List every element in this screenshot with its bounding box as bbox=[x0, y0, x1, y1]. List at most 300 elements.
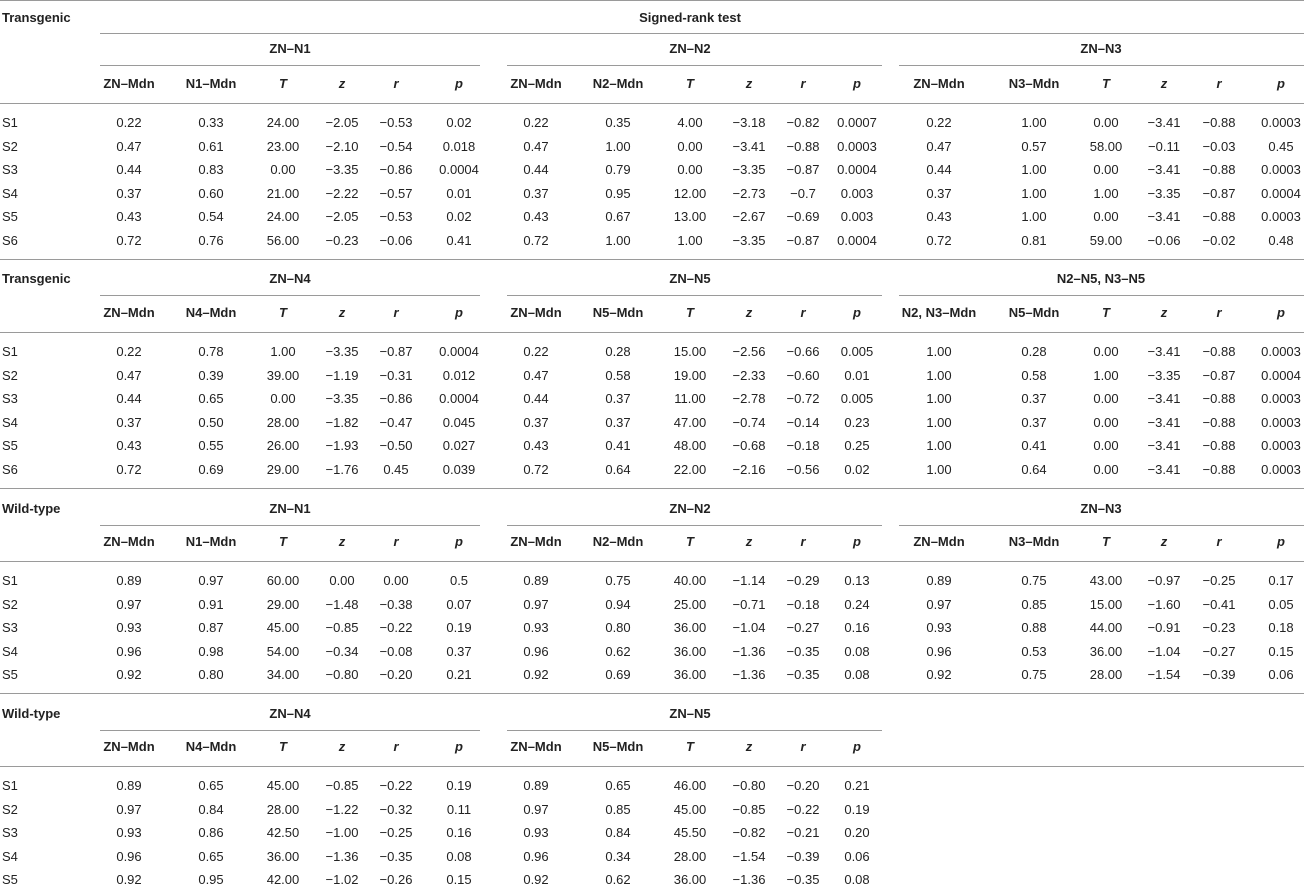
table-cell: 0.89 bbox=[116, 573, 142, 588]
table-cell: 28.00 bbox=[673, 849, 707, 864]
column-header: ZN–Mdn bbox=[913, 534, 965, 549]
column-header: ZN–Mdn bbox=[510, 739, 562, 754]
row-label: S1 bbox=[2, 778, 18, 793]
table-cell: −2.05 bbox=[325, 115, 359, 130]
table-cell: −0.25 bbox=[1202, 573, 1236, 588]
table-cell: 24.00 bbox=[266, 209, 300, 224]
column-header: ZN–Mdn bbox=[510, 534, 562, 549]
table-cell: −3.35 bbox=[732, 162, 766, 177]
table-cell: 0.95 bbox=[605, 186, 631, 201]
table-cell: −0.53 bbox=[379, 209, 413, 224]
table-cell: −2.33 bbox=[732, 368, 766, 383]
table-cell: −2.67 bbox=[732, 209, 766, 224]
table-cell: 0.97 bbox=[198, 573, 224, 588]
table-cell: −0.60 bbox=[786, 368, 820, 383]
table-cell: −0.69 bbox=[786, 209, 820, 224]
header-rule bbox=[0, 103, 1304, 104]
column-header: N4–Mdn bbox=[185, 305, 237, 320]
table-cell: 0.47 bbox=[116, 139, 142, 154]
column-header: T bbox=[279, 739, 287, 754]
table-cell: 0.65 bbox=[198, 391, 224, 406]
table-cell: 0.00 bbox=[1093, 438, 1119, 453]
table-cell: 0.96 bbox=[926, 644, 952, 659]
table-cell: −0.20 bbox=[786, 778, 820, 793]
table-cell: 0.75 bbox=[1021, 667, 1047, 682]
table-cell: −3.41 bbox=[1147, 209, 1181, 224]
table-cell: 0.44 bbox=[523, 391, 549, 406]
table-cell: −0.32 bbox=[379, 802, 413, 817]
table-cell: 0.00 bbox=[270, 162, 296, 177]
table-cell: −3.41 bbox=[1147, 391, 1181, 406]
table-cell: 34.00 bbox=[266, 667, 300, 682]
table-cell: −0.88 bbox=[1202, 344, 1236, 359]
table-cell: 36.00 bbox=[673, 644, 707, 659]
table-cell: 0.89 bbox=[523, 573, 549, 588]
table-cell: 0.76 bbox=[198, 233, 224, 248]
table-cell: 0.84 bbox=[198, 802, 224, 817]
table-cell: 0.37 bbox=[605, 415, 631, 430]
column-header: p bbox=[455, 76, 463, 91]
table-cell: 0.34 bbox=[605, 849, 631, 864]
table-cell: 0.16 bbox=[446, 825, 472, 840]
table-cell: −0.88 bbox=[1202, 162, 1236, 177]
table-cell: −1.48 bbox=[325, 597, 359, 612]
table-cell: 0.37 bbox=[1021, 391, 1047, 406]
group-title: ZN–N1 bbox=[269, 501, 311, 516]
table-cell: −0.88 bbox=[1202, 209, 1236, 224]
column-header: z bbox=[745, 534, 753, 549]
section-divider bbox=[0, 0, 1304, 1]
table-cell: −0.80 bbox=[325, 667, 359, 682]
table-cell: 0.43 bbox=[523, 209, 549, 224]
table-cell: −0.21 bbox=[786, 825, 820, 840]
table-cell: 28.00 bbox=[266, 802, 300, 817]
column-header: z bbox=[745, 76, 753, 91]
table-cell: 0.08 bbox=[844, 872, 870, 887]
table-cell: 44.00 bbox=[1089, 620, 1123, 635]
table-cell: 0.20 bbox=[844, 825, 870, 840]
table-cell: 21.00 bbox=[266, 186, 300, 201]
table-cell: 0.47 bbox=[523, 139, 549, 154]
group-underline bbox=[100, 65, 480, 66]
row-label: S4 bbox=[2, 415, 18, 430]
table-cell: 40.00 bbox=[673, 573, 707, 588]
table-cell: −2.05 bbox=[325, 209, 359, 224]
column-header: N2–Mdn bbox=[592, 534, 644, 549]
table-cell: −0.26 bbox=[379, 872, 413, 887]
table-cell: 0.93 bbox=[116, 825, 142, 840]
table-cell: 0.62 bbox=[605, 872, 631, 887]
table-cell: 42.00 bbox=[266, 872, 300, 887]
column-header: z bbox=[338, 76, 346, 91]
table-title: Signed-rank test bbox=[639, 10, 741, 25]
table-cell: 42.50 bbox=[266, 825, 300, 840]
section-label: Transgenic bbox=[2, 10, 71, 25]
column-header: z bbox=[338, 739, 346, 754]
table-cell: −1.19 bbox=[325, 368, 359, 383]
table-cell: −1.76 bbox=[325, 462, 359, 477]
table-cell: 0.55 bbox=[198, 438, 224, 453]
table-cell: −0.18 bbox=[786, 597, 820, 612]
column-header: r bbox=[1216, 76, 1222, 91]
table-cell: −0.72 bbox=[786, 391, 820, 406]
table-cell: 0.85 bbox=[1021, 597, 1047, 612]
table-cell: −0.18 bbox=[786, 438, 820, 453]
section-label: Transgenic bbox=[2, 271, 71, 286]
table-cell: 1.00 bbox=[1093, 186, 1119, 201]
table-cell: −0.35 bbox=[786, 667, 820, 682]
column-header: r bbox=[800, 534, 806, 549]
table-cell: −1.02 bbox=[325, 872, 359, 887]
table-cell: 0.97 bbox=[523, 802, 549, 817]
table-cell: 0.0003 bbox=[1261, 438, 1301, 453]
table-cell: −1.00 bbox=[325, 825, 359, 840]
table-cell: 0.93 bbox=[523, 620, 549, 635]
table-cell: 0.97 bbox=[116, 597, 142, 612]
table-cell: 59.00 bbox=[1089, 233, 1123, 248]
section-divider bbox=[0, 488, 1304, 489]
column-header: T bbox=[1102, 534, 1110, 549]
table-cell: −0.57 bbox=[379, 186, 413, 201]
table-cell: 0.05 bbox=[1268, 597, 1294, 612]
table-cell: −0.88 bbox=[1202, 438, 1236, 453]
column-header: r bbox=[393, 76, 399, 91]
table-cell: 0.0004 bbox=[439, 162, 479, 177]
table-cell: 0.94 bbox=[605, 597, 631, 612]
table-cell: 24.00 bbox=[266, 115, 300, 130]
table-cell: 0.0003 bbox=[1261, 162, 1301, 177]
table-cell: 0.65 bbox=[198, 849, 224, 864]
table-cell: 0.97 bbox=[926, 597, 952, 612]
table-cell: 36.00 bbox=[673, 872, 707, 887]
table-cell: 0.33 bbox=[198, 115, 224, 130]
table-cell: −0.85 bbox=[325, 778, 359, 793]
column-header: p bbox=[1277, 76, 1285, 91]
column-header: T bbox=[686, 534, 694, 549]
table-cell: −0.14 bbox=[786, 415, 820, 430]
column-header: T bbox=[686, 305, 694, 320]
table-cell: −3.41 bbox=[1147, 344, 1181, 359]
header-rule bbox=[0, 561, 1304, 562]
table-cell: 0.80 bbox=[605, 620, 631, 635]
table-cell: 0.005 bbox=[840, 344, 874, 359]
header-rule bbox=[0, 766, 1304, 767]
table-cell: 0.69 bbox=[605, 667, 631, 682]
table-cell: 0.25 bbox=[844, 438, 870, 453]
table-cell: 0.43 bbox=[116, 209, 142, 224]
group-title: ZN–N2 bbox=[669, 501, 711, 516]
column-header: p bbox=[455, 305, 463, 320]
section-divider bbox=[0, 259, 1304, 260]
table-cell: 0.97 bbox=[523, 597, 549, 612]
table-cell: 0.65 bbox=[605, 778, 631, 793]
table-cell: −1.60 bbox=[1147, 597, 1181, 612]
table-cell: 28.00 bbox=[266, 415, 300, 430]
table-cell: −1.54 bbox=[732, 849, 766, 864]
table-cell: 0.44 bbox=[926, 162, 952, 177]
table-cell: 1.00 bbox=[926, 391, 952, 406]
table-cell: 0.92 bbox=[926, 667, 952, 682]
table-cell: 0.39 bbox=[198, 368, 224, 383]
table-cell: 0.37 bbox=[116, 415, 142, 430]
group-title: ZN–N5 bbox=[669, 706, 711, 721]
column-header: z bbox=[1160, 305, 1168, 320]
column-header: N3–Mdn bbox=[1008, 76, 1060, 91]
table-cell: 0.0004 bbox=[439, 391, 479, 406]
column-header: T bbox=[279, 76, 287, 91]
table-cell: 0.0004 bbox=[1261, 368, 1301, 383]
table-cell: 0.13 bbox=[844, 573, 870, 588]
table-cell: 0.93 bbox=[523, 825, 549, 840]
column-header: p bbox=[853, 534, 861, 549]
table-cell: −0.86 bbox=[379, 391, 413, 406]
table-cell: 0.78 bbox=[198, 344, 224, 359]
table-cell: −0.82 bbox=[786, 115, 820, 130]
table-cell: 0.83 bbox=[198, 162, 224, 177]
table-cell: −0.88 bbox=[1202, 115, 1236, 130]
table-cell: −0.88 bbox=[786, 139, 820, 154]
table-cell: 0.23 bbox=[844, 415, 870, 430]
column-header: N5–Mdn bbox=[592, 305, 644, 320]
table-cell: 0.00 bbox=[1093, 344, 1119, 359]
table-cell: 0.89 bbox=[926, 573, 952, 588]
table-cell: −0.66 bbox=[786, 344, 820, 359]
table-cell: −3.41 bbox=[1147, 162, 1181, 177]
table-cell: 36.00 bbox=[673, 620, 707, 635]
table-cell: 0.44 bbox=[116, 162, 142, 177]
table-cell: 0.005 bbox=[840, 391, 874, 406]
section-divider bbox=[0, 693, 1304, 694]
group-title: ZN–N4 bbox=[269, 271, 311, 286]
table-cell: 0.07 bbox=[446, 597, 472, 612]
group-underline bbox=[100, 525, 480, 526]
table-cell: 36.00 bbox=[1089, 644, 1123, 659]
table-cell: 0.72 bbox=[523, 233, 549, 248]
table-cell: 0.5 bbox=[449, 573, 469, 588]
column-header: ZN–Mdn bbox=[103, 739, 155, 754]
table-cell: 0.72 bbox=[116, 462, 142, 477]
column-header: r bbox=[393, 739, 399, 754]
group-title: ZN–N4 bbox=[269, 706, 311, 721]
table-cell: −0.87 bbox=[786, 162, 820, 177]
table-cell: 1.00 bbox=[926, 344, 952, 359]
table-cell: 0.0003 bbox=[1261, 344, 1301, 359]
table-cell: 0.79 bbox=[605, 162, 631, 177]
column-header: T bbox=[279, 534, 287, 549]
table-cell: 1.00 bbox=[926, 368, 952, 383]
table-cell: 0.00 bbox=[1093, 162, 1119, 177]
table-cell: 0.89 bbox=[523, 778, 549, 793]
column-header: N2–Mdn bbox=[592, 76, 644, 91]
table-cell: 1.00 bbox=[1021, 186, 1047, 201]
table-cell: 0.96 bbox=[523, 644, 549, 659]
table-cell: 19.00 bbox=[673, 368, 707, 383]
table-cell: −0.82 bbox=[732, 825, 766, 840]
table-cell: −3.35 bbox=[1147, 186, 1181, 201]
table-cell: −0.11 bbox=[1148, 139, 1180, 154]
table-cell: 43.00 bbox=[1089, 573, 1123, 588]
table-cell: 0.98 bbox=[198, 644, 224, 659]
table-cell: 45.00 bbox=[266, 620, 300, 635]
table-cell: −2.22 bbox=[325, 186, 359, 201]
table-cell: 36.00 bbox=[266, 849, 300, 864]
table-cell: 58.00 bbox=[1089, 139, 1123, 154]
table-cell: 25.00 bbox=[673, 597, 707, 612]
table-cell: 0.0003 bbox=[1261, 209, 1301, 224]
table-cell: 0.02 bbox=[446, 209, 472, 224]
group-underline bbox=[899, 295, 1304, 296]
table-cell: 0.87 bbox=[198, 620, 224, 635]
table-cell: 26.00 bbox=[266, 438, 300, 453]
table-cell: −0.87 bbox=[1202, 368, 1236, 383]
table-cell: −0.7 bbox=[790, 186, 816, 201]
row-label: S4 bbox=[2, 849, 18, 864]
table-cell: 1.00 bbox=[1021, 115, 1047, 130]
table-cell: 0.012 bbox=[442, 368, 476, 383]
table-cell: −1.36 bbox=[732, 644, 766, 659]
table-cell: 0.75 bbox=[605, 573, 631, 588]
table-cell: 0.97 bbox=[116, 802, 142, 817]
column-header: p bbox=[455, 739, 463, 754]
column-header: ZN–Mdn bbox=[510, 76, 562, 91]
table-cell: 0.0004 bbox=[837, 162, 877, 177]
table-cell: 45.00 bbox=[266, 778, 300, 793]
table-cell: 0.19 bbox=[844, 802, 870, 817]
row-label: S2 bbox=[2, 139, 18, 154]
table-cell: 0.22 bbox=[523, 344, 549, 359]
table-cell: 60.00 bbox=[266, 573, 300, 588]
table-cell: 29.00 bbox=[266, 597, 300, 612]
table-cell: 0.19 bbox=[446, 778, 472, 793]
column-header: p bbox=[455, 534, 463, 549]
column-header: z bbox=[1160, 76, 1168, 91]
table-cell: 36.00 bbox=[673, 667, 707, 682]
table-cell: 0.61 bbox=[198, 139, 224, 154]
table-cell: 0.44 bbox=[116, 391, 142, 406]
group-title: N2–N5, N3–N5 bbox=[1056, 271, 1146, 286]
column-header: z bbox=[745, 305, 753, 320]
group-underline bbox=[100, 295, 480, 296]
table-cell: 0.37 bbox=[926, 186, 952, 201]
table-cell: 1.00 bbox=[926, 415, 952, 430]
table-cell: 0.24 bbox=[844, 597, 870, 612]
table-cell: 0.17 bbox=[1268, 573, 1294, 588]
table-cell: 13.00 bbox=[673, 209, 707, 224]
row-label: S3 bbox=[2, 620, 18, 635]
table-cell: −0.02 bbox=[1202, 233, 1236, 248]
row-label: S4 bbox=[2, 644, 18, 659]
table-cell: −1.04 bbox=[732, 620, 766, 635]
table-cell: 0.003 bbox=[840, 186, 874, 201]
row-label: S3 bbox=[2, 162, 18, 177]
table-cell: 0.60 bbox=[198, 186, 224, 201]
table-cell: 0.00 bbox=[383, 573, 409, 588]
table-cell: −0.85 bbox=[325, 620, 359, 635]
table-cell: 0.0003 bbox=[1261, 391, 1301, 406]
table-cell: −0.27 bbox=[1202, 644, 1236, 659]
table-cell: 0.018 bbox=[442, 139, 476, 154]
table-cell: −0.35 bbox=[786, 644, 820, 659]
table-cell: 0.53 bbox=[1021, 644, 1047, 659]
column-header: p bbox=[1277, 305, 1285, 320]
table-cell: −2.78 bbox=[732, 391, 766, 406]
column-header: T bbox=[1102, 305, 1110, 320]
table-cell: −0.88 bbox=[1202, 391, 1236, 406]
table-cell: 0.64 bbox=[605, 462, 631, 477]
column-header: T bbox=[686, 739, 694, 754]
table-cell: 0.47 bbox=[116, 368, 142, 383]
table-cell: −0.39 bbox=[786, 849, 820, 864]
table-cell: 0.41 bbox=[446, 233, 472, 248]
table-cell: 0.43 bbox=[926, 209, 952, 224]
table-cell: 0.85 bbox=[605, 802, 631, 817]
table-cell: −1.36 bbox=[325, 849, 359, 864]
table-cell: −0.22 bbox=[379, 778, 413, 793]
table-cell: 0.95 bbox=[198, 872, 224, 887]
table-cell: −0.06 bbox=[379, 233, 413, 248]
table-cell: −1.93 bbox=[325, 438, 359, 453]
table-cell: −0.54 bbox=[379, 139, 413, 154]
table-cell: 0.0003 bbox=[837, 139, 877, 154]
row-label: S5 bbox=[2, 438, 18, 453]
table-cell: 0.00 bbox=[1093, 115, 1119, 130]
column-header: r bbox=[1216, 534, 1222, 549]
table-cell: −0.68 bbox=[732, 438, 766, 453]
group-underline bbox=[899, 525, 1304, 526]
table-cell: 0.28 bbox=[1021, 344, 1047, 359]
table-cell: 1.00 bbox=[605, 233, 631, 248]
column-header: T bbox=[279, 305, 287, 320]
table-cell: 0.92 bbox=[116, 872, 142, 887]
column-header: ZN–Mdn bbox=[913, 76, 965, 91]
table-cell: 0.41 bbox=[1021, 438, 1047, 453]
column-header: N2, N3–Mdn bbox=[901, 305, 977, 320]
column-header: p bbox=[1277, 534, 1285, 549]
table-cell: 28.00 bbox=[1089, 667, 1123, 682]
table-cell: −2.16 bbox=[732, 462, 766, 477]
table-cell: 0.28 bbox=[605, 344, 631, 359]
column-header: z bbox=[745, 739, 753, 754]
column-header: z bbox=[338, 534, 346, 549]
row-label: S3 bbox=[2, 391, 18, 406]
table-cell: 0.43 bbox=[116, 438, 142, 453]
table-cell: −0.97 bbox=[1147, 573, 1181, 588]
table-cell: −0.87 bbox=[786, 233, 820, 248]
table-cell: −0.41 bbox=[1202, 597, 1236, 612]
table-cell: −0.50 bbox=[379, 438, 413, 453]
row-label: S5 bbox=[2, 209, 18, 224]
table-cell: 0.21 bbox=[446, 667, 472, 682]
table-cell: 0.69 bbox=[198, 462, 224, 477]
table-cell: 0.48 bbox=[1268, 233, 1294, 248]
table-cell: 0.96 bbox=[116, 849, 142, 864]
table-cell: −1.36 bbox=[732, 667, 766, 682]
table-cell: −1.22 bbox=[325, 802, 359, 817]
table-cell: 0.0003 bbox=[1261, 462, 1301, 477]
table-cell: 0.00 bbox=[677, 139, 703, 154]
table-cell: −0.56 bbox=[786, 462, 820, 477]
table-cell: −0.08 bbox=[379, 644, 413, 659]
table-cell: 46.00 bbox=[673, 778, 707, 793]
table-cell: 0.43 bbox=[523, 438, 549, 453]
table-cell: 0.96 bbox=[523, 849, 549, 864]
column-header: ZN–Mdn bbox=[103, 534, 155, 549]
table-cell: 0.0003 bbox=[1261, 115, 1301, 130]
section-label: Wild-type bbox=[2, 501, 61, 516]
table-cell: 1.00 bbox=[605, 139, 631, 154]
column-header: p bbox=[853, 305, 861, 320]
group-underline bbox=[100, 730, 480, 731]
